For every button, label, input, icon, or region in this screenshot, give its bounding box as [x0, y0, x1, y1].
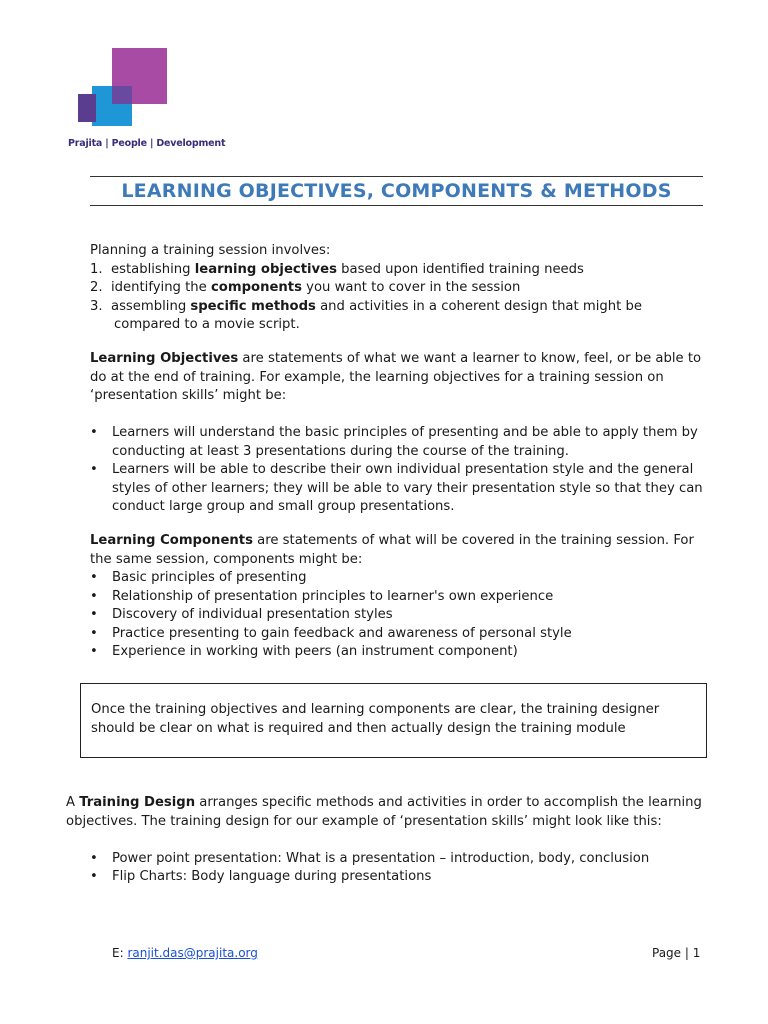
objectives-item: • Learners will be able to describe their own individual presentation style and the general styles of other learners; they will be able to vary their presentation style so that they can conduct large group and small group presentations. — [112, 461, 706, 517]
logo-overlap-square — [112, 86, 132, 104]
logo-navy-square — [78, 94, 96, 122]
components-item: • Relationship of presentation principles to learner's own experience — [112, 588, 706, 607]
intro-steps-list — [90, 261, 706, 335]
components-paragraph: Learning Components are statements of what will be covered in the training session. For the same session, components might be: — [90, 533, 694, 567]
footer-email — [112, 946, 258, 960]
components-item: • Experience in working with peers (an instrument component) — [112, 643, 706, 662]
components-item: • Discovery of individual presentation styles — [112, 606, 706, 625]
callout-box — [80, 683, 707, 758]
components-section — [90, 532, 706, 662]
company-logo — [68, 46, 226, 156]
email-link[interactable]: ranjit.das@prajita.org — [127, 946, 258, 960]
callout-text: Once the training objectives and learning components are clear, the training designer should be clear on what is required and then actually design the training module — [91, 702, 660, 736]
intro-step: 3. assembling specific methods and activities in a coherent design that might be compared to a movie script. — [90, 298, 642, 332]
components-list — [90, 569, 706, 662]
intro-section — [90, 242, 706, 335]
design-paragraph: A Training Design arranges specific methods and activities in order to accomplish the learning objectives. The training design for our example of ‘presentation skills’ might look like this: — [66, 795, 702, 829]
design-section — [66, 794, 706, 887]
intro-step: 1. establishing learning objectives based upon identified training needs — [90, 261, 584, 277]
components-item: • Practice presenting to gain feedback and awareness of personal style — [112, 625, 706, 644]
title-bottom-rule — [90, 205, 703, 206]
logo-text: Prajita | People | Development — [68, 138, 226, 149]
intro-step: 2. identifying the components you want to cover in the session — [90, 280, 521, 295]
footer-page-number: Page | 1 — [652, 946, 701, 960]
intro-lead: Planning a training session involves: — [90, 243, 331, 258]
design-item: • Power point presentation: What is a presentation – introduction, body, conclusion — [112, 850, 706, 869]
objectives-item: • Learners will understand the basic principles of presenting and be able to apply them by conducting at least 3 presentations during the course of the training. — [112, 424, 706, 461]
page-title: LEARNING OBJECTIVES, COMPONENTS & METHODS — [121, 180, 672, 202]
title-top-rule — [90, 176, 703, 177]
design-list — [66, 850, 706, 887]
footer-email-label: E: — [112, 946, 128, 960]
components-item: • Basic principles of presenting — [112, 569, 706, 588]
objectives-section — [90, 350, 706, 517]
design-item: • Flip Charts: Body language during presentations — [112, 868, 706, 887]
objectives-paragraph: Learning Objectives are statements of what we want a learner to know, feel, or be able to do at the end of training. For example, the learning objectives for a training session on ‘presentation skills’ might be: — [90, 351, 702, 403]
objectives-list — [90, 424, 706, 517]
